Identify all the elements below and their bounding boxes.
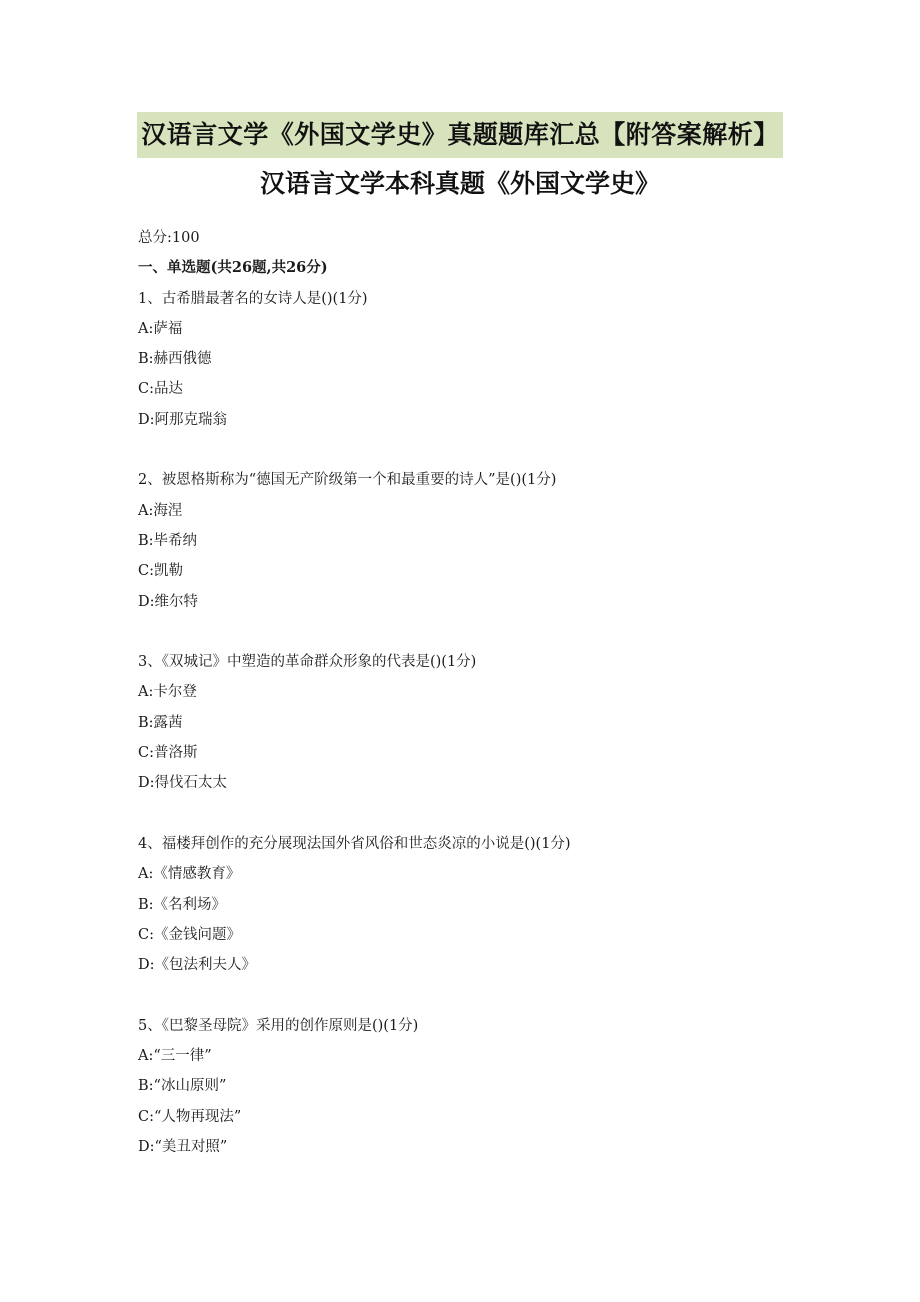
- option-d: D:《包法利夫人》: [138, 957, 257, 974]
- question-stem: 2、被恩格斯称为“德国无产阶级第一个和最重要的诗人”是()(1分): [138, 472, 557, 489]
- document-subtitle: 汉语言文学本科真题《外国文学史》: [259, 169, 660, 198]
- question-stem: 4、福楼拜创作的充分展现法国外省风俗和世态炎凉的小说是()(1分): [138, 835, 571, 852]
- option-c: C:凯勒: [138, 563, 183, 580]
- question-stem: 3、《双城记》中塑造的革命群众形象的代表是()(1分): [138, 654, 477, 671]
- option-c: C:《金钱问题》: [138, 926, 241, 943]
- document-header: [0, 112, 920, 158]
- option-a: A:卡尔登: [138, 684, 197, 701]
- option-a: A:海涅: [138, 502, 183, 519]
- option-d: D:“美丑对照”: [138, 1138, 228, 1155]
- option-d: D:阿那克瑞翁: [138, 411, 228, 428]
- question-4: [138, 832, 838, 983]
- option-c: C:品达: [138, 381, 183, 398]
- question-stem: 5、《巴黎圣母院》采用的创作原则是()(1分): [138, 1017, 419, 1034]
- section-heading: 一、单选题(共26题,共26分): [138, 259, 328, 277]
- exam-content: [138, 226, 838, 1196]
- option-b: B:露茜: [138, 714, 183, 731]
- question-2: [138, 468, 838, 619]
- option-c: C:普洛斯: [138, 745, 198, 762]
- option-d: D:得伐石太太: [138, 775, 228, 792]
- question-3: [138, 650, 838, 801]
- question-5: [138, 1014, 838, 1165]
- option-a: A:“三一律”: [138, 1048, 212, 1065]
- document-title: 汉语言文学《外国文学史》真题题库汇总【附答案解析】: [137, 112, 783, 158]
- option-b: B:毕希纳: [138, 532, 198, 549]
- option-a: A:萨福: [138, 320, 183, 337]
- total-score: 总分:100: [138, 230, 200, 246]
- option-d: D:维尔特: [138, 593, 199, 610]
- option-a: A:《情感教育》: [138, 866, 241, 883]
- option-b: B:《名利场》: [138, 896, 227, 913]
- option-b: B:赫西俄德: [138, 351, 212, 368]
- option-c: C:“人物再现法”: [138, 1108, 242, 1125]
- question-stem: 1、古希腊最著名的女诗人是()(1分): [138, 290, 368, 307]
- option-b: B:“冰山原则”: [138, 1078, 227, 1095]
- question-1: [138, 287, 838, 438]
